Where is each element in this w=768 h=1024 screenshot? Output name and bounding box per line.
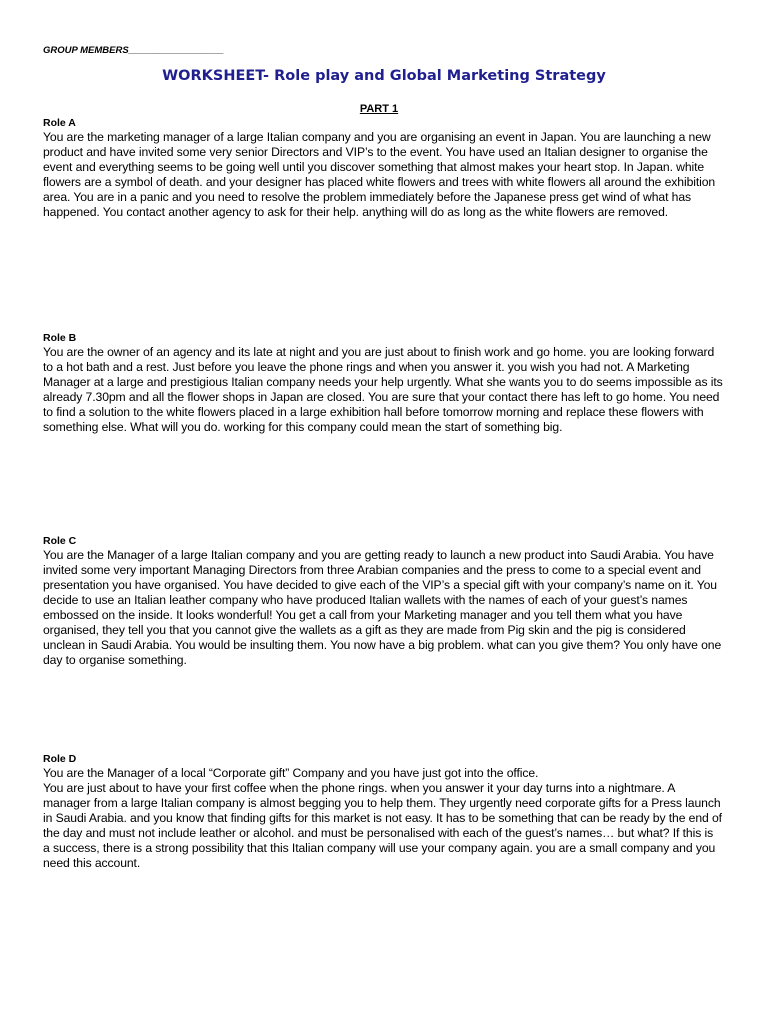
role-d-paragraph-1: You are the Manager of a local “Corporate gift” Company and you have just got into the office. [43,766,539,780]
role-a-heading: Role A [43,117,76,129]
role-a-section [43,117,723,220]
role-d-heading: Role D [43,753,77,765]
group-members-label: GROUP MEMBERS__________________ [43,45,224,56]
role-b-heading: Role B [43,332,77,344]
role-c-section [43,535,723,668]
role-d-section [43,753,723,871]
worksheet-title: WORKSHEET- Role play and Global Marketing Strategy [162,68,606,84]
role-d-paragraph-2: You are just about to have your first coffee when the phone rings. when you answer it your day turns into a nightmare. A manager from a large Italian company is almost begging you to help them. They urgently need corporate gifts for a Press launch in Saudi Arabia. and you know that finding gifts for this market is not easy. It has to be something that can be ready by the end of the day and must not include leather or alcohol. and must be personalised with each of the guest’s names… but what? If this is a success, there is a strong possibility that this Italian company will use your company again. you are a small company and you need this account. [43,781,722,870]
role-c-text [43,548,723,668]
part-heading: PART 1 [359,103,399,115]
role-b-section [43,332,723,435]
role-b-paragraph: You are the owner of an agency and its late at night and you are just about to finish work and go home. you are looking forward to a hot bath and a rest. Just before you leave the phone rings and when you answer it. you wish you had not. A Marketing Manager at a large and prestigious Italian company needs your help urgently. What she wants you to do seems impossible as its already 7.30pm and all the flower shops in Japan are closed. You are sure that your contact there has left to go home. You need to find a solution to the white flowers placed in a large exhibition hall before tomorrow morning and replace these flowers with something else. What will you do. working for this company could mean the start of something big. [43,345,723,434]
role-c-heading: Role C [43,535,77,547]
role-a-text [43,130,723,220]
role-a-paragraph: You are the marketing manager of a large Italian company and you are organising an event in Japan. You are launching a new product and have invited some very senior Directors and VIP’s to the event. You have used an Italian designer to organise the event and everything seems to be going well until you discover something that almost makes your heart stop. In Japan. white flowers are a symbol of death. and your designer has placed white flowers and trees with white flowers all around the exhibition area. You are in a panic and you need to resolve the problem immediately before the Japanese press get wind of what has happened. You contact another agency to ask for their help. anything will do as long as the white flowers are removed. [43,130,716,219]
role-c-paragraph: You are the Manager of a large Italian company and you are getting ready to launch a new product into Saudi Arabia. You have invited some very important Managing Directors from three Arabian companies and the press to come to a special event and presentation you have organised. You have decided to give each of the VIP’s a special gift with your company’s name on it. You decide to use an Italian leather company who have produced Italian wallets with the names of each of your guest’s names embossed on the inside. It looks wonderful! You get a call from your Marketing manager and you tell them what you have organised, they tell you that you cannot give the wallets as a gift as they are made from Pig skin and the pig is considered unclean in Saudi Arabia. You would be insulting them. You now have a big problem. what can you give them? You only have one day to organise something. [43,548,722,667]
role-d-text [43,766,723,871]
role-b-text [43,345,723,435]
